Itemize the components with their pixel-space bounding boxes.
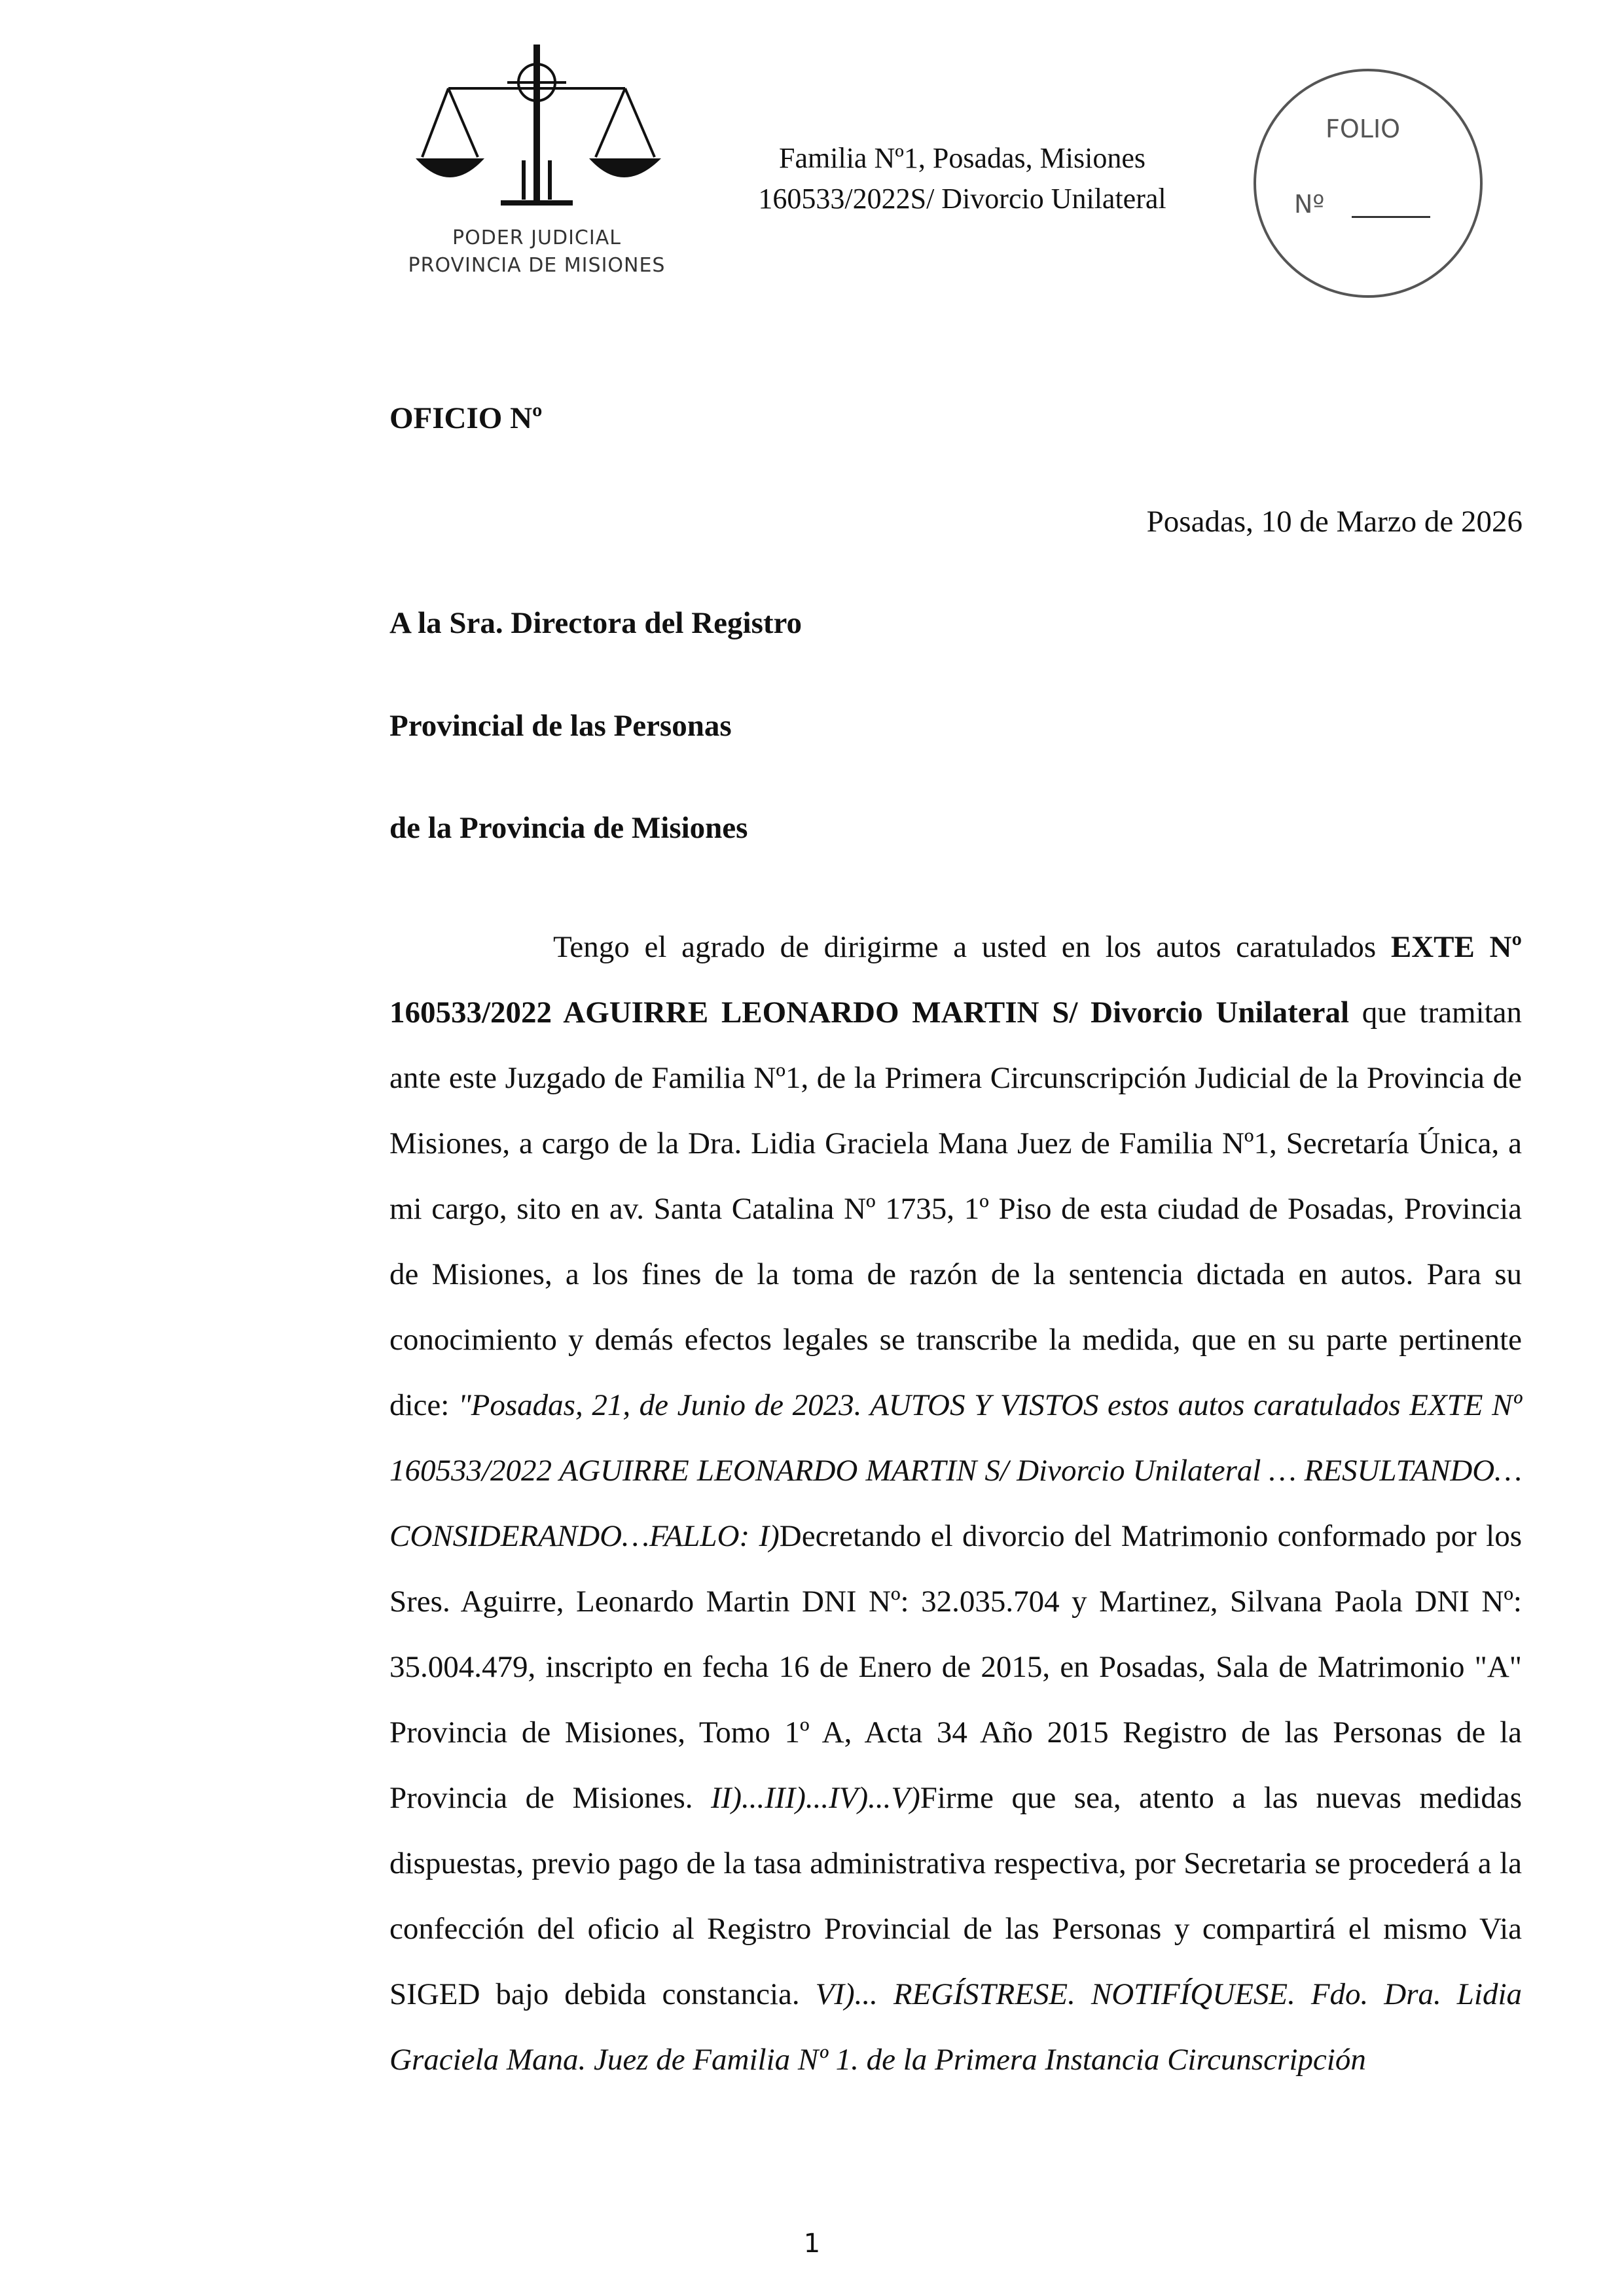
header-case: 160533/2022S/ Divorcio Unilateral [758, 183, 1166, 215]
ruling-quote-italic: "Posadas, 21, de Junio de 2023. AUTOS Y VISTOS estos autos caratulados EXTE Nº 160533/2022 AGUIRRE LEONARDO MARTIN S/ Divorcio Unilateral … RESULTANDO…CONSIDERANDO…FALLO: I) [389, 1388, 1522, 1553]
body-court-details: que tramitan ante este Juzgado de Familia Nº1, de la Primera Circunscripción Judicial de la Provincia de Misiones, a cargo de la Dra. Lidia Graciela Mana Juez de Familia Nº1, Secretaría Única, a mi cargo, sito en av. Santa Catalina Nº 1735, 1º Piso de esta ciudad de Posadas, Provincia de Misiones, a los fines de la toma de razón de la sentencia dictada en autos. Para su conocimiento y demás efectos legales se transcribe la medida, que en su parte pertinente dice: [389, 996, 1522, 1422]
page-number: 1 [803, 2229, 821, 2259]
logo-line-1: PODER JUDICIAL [452, 226, 621, 249]
body-text [389, 914, 1522, 2092]
ruling-firm: Firme que sea, atento a las nuevas medidas dispuestas, previo pago de la tasa administrativa respectiva, por Secretaria se procederá a la confección del oficio al Registro Provincial de las Personas y compartirá el mismo Via SIGED bajo debida constancia. [389, 1781, 1522, 2011]
addressee-line-2: Provincial de las Personas [389, 709, 732, 743]
case-caption-bold: EXTE Nº 160533/2022 AGUIRRE LEONARDO MARTIN S/ Divorcio Unilateral [389, 930, 1523, 1030]
logo-line-2: PROVINCIA DE MISIONES [408, 254, 666, 277]
folio-stamp [1254, 69, 1483, 298]
document-date: Posadas, 10 de Marzo de 2026 [1146, 505, 1523, 539]
folio-number-blank [1352, 216, 1430, 218]
ruling-decree: Decretando el divorcio del Matrimonio conformado por los Sres. Aguirre, Leonardo Martin DNI Nº: 32.035.704 y Martinez, Silvana Paola DNI Nº: 35.004.479, inscripto en fecha 16 de Enero de 2015, en Posadas, Sala de Matrimonio "A" Provincia de Misiones, Tomo 1º A, Acta 34 Año 2015 Registro de las Personas de la Provincia de Misiones. [389, 1519, 1522, 1815]
folio-title: FOLIO [1326, 115, 1401, 143]
ruling-signature-italic: VI)... REGÍSTRESE. NOTIFÍQUESE. Fdo. Dra. Lidia Graciela Mana. Juez de Familia Nº 1. de la Primera Instancia Circunscripción [389, 1977, 1522, 2077]
body-paragraph [389, 914, 1522, 2092]
body-intro: Tengo el agrado de dirigirme a usted en los autos caratulados [553, 930, 1391, 964]
ruling-sections-italic: II)...III)...IV)...V) [711, 1781, 920, 1815]
oficio-title: OFICIO Nº [389, 401, 543, 435]
folio-ring [1254, 69, 1483, 298]
scales-of-justice-icon [403, 39, 671, 223]
folio-number-label: Nº [1294, 190, 1325, 219]
header-court: Familia Nº1, Posadas, Misiones [779, 142, 1146, 174]
judicial-logo [403, 39, 671, 295]
addressee-line-1: A la Sra. Directora del Registro [389, 606, 803, 640]
addressee-line-3: de la Provincia de Misiones [389, 811, 748, 845]
